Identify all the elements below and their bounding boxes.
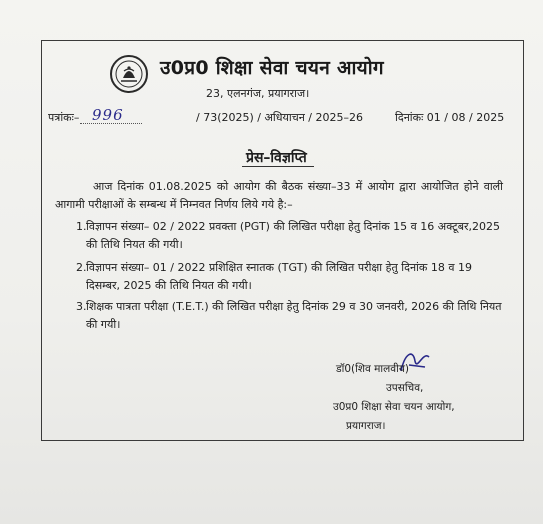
signatory-city: प्रयागराज। (346, 420, 386, 432)
subject-underline (242, 166, 314, 167)
reference-number: 996 (92, 106, 124, 124)
reference-label: पत्रांकः– (48, 111, 80, 124)
signatory-designation: उपसचिव, (386, 382, 424, 394)
reference-dotted-line (80, 123, 142, 124)
list-item (76, 218, 506, 254)
list-item-text: शिक्षक पात्रता परीक्षा (T.E.T.) की लिखित परीक्षा हेतु दिनांक 29 व 30 जनवरी, 2026 की तिथि नियत की गयी। (86, 300, 502, 331)
list-item-number: 1. (76, 220, 87, 233)
organization-title: उ0प्र0 शिक्षा सेवा चयन आयोग (160, 57, 384, 79)
signatory-block (333, 360, 458, 436)
list-item-text: विज्ञापन संख्या– 02 / 2022 प्रवक्ता (PGT) की लिखित परीक्षा हेतु दिनांक 15 व 16 अक्टूबर,2025 की तिथि नियत की गयी। (86, 220, 500, 251)
subject-heading: प्रेस–विज्ञप्ति (246, 150, 307, 166)
reference-date: दिनांकः 01 / 08 / 2025 (395, 111, 505, 124)
list-item-number: 2. (76, 261, 87, 274)
list-item-text: विज्ञापन संख्या– 01 / 2022 प्रशिक्षित स्नातक (TGT) की लिखित परीक्षा हेतु दिनांक 18 व 19 दिसम्बर, 2025 की तिथि नियत की गयी। (86, 261, 472, 292)
organization-address: 23, एलनगंज, प्रयागराज। (206, 87, 310, 100)
list-item (76, 298, 506, 334)
list-item (76, 259, 506, 295)
signatory-name: डॉ0(शिव मालवीय) (336, 363, 410, 375)
list-item-number: 3. (76, 300, 87, 313)
reference-path: / 73(2025) / अधियाचन / 2025–26 (196, 111, 364, 124)
state-emblem-icon (109, 54, 149, 94)
intro-paragraph: आज दिनांक 01.08.2025 को आयोग की बैठक संख्या–33 में आयोग द्वारा आयोजित होने वाली आगामी परीक्षाओं के सम्बन्ध में निम्नवत निर्णय लिये गये है:– (55, 180, 503, 211)
signatory-office: उ0प्र0 शिक्षा सेवा चयन आयोग, (333, 401, 455, 413)
